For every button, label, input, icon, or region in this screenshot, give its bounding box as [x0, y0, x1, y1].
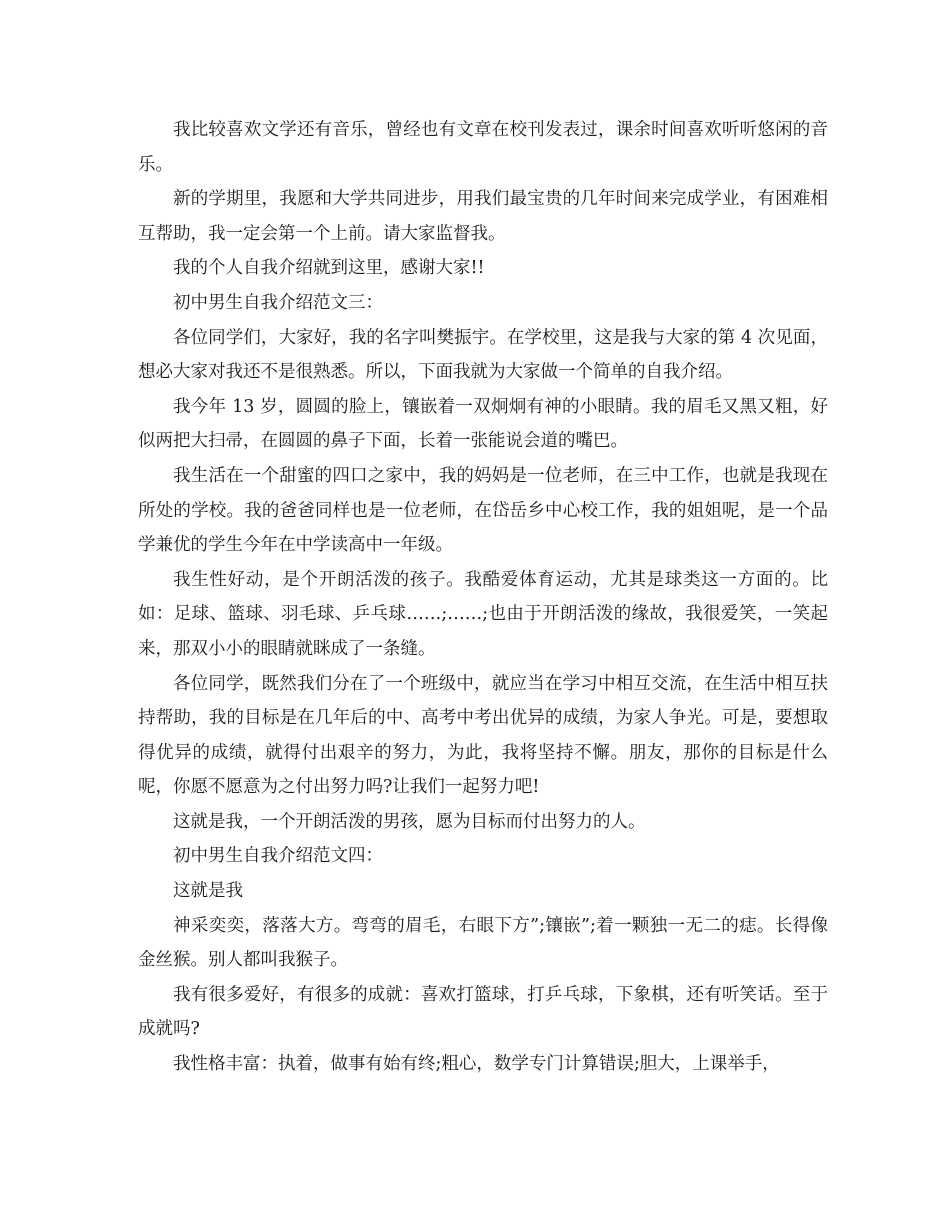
paragraph-8: 我生性好动，是个开朗活泼的孩子。我酷爱体育运动，尤其是球类这一方面的。比如：足球、篮球、羽毛球、乒乓球……;……;也由于开朗活泼的缘故，我很爱笑，一笑起来，那双小小的眼睛就眯成了一条缝。	[138, 569, 828, 659]
paragraph-13: 神采奕奕，落落大方。弯弯的眉毛，右眼下方”;镶嵌”;着一颗独一无二的痣。长得像金丝猴。别人都叫我猴子。	[138, 915, 828, 971]
section-heading-4: 初中男生自我介绍范文四：	[173, 846, 383, 867]
paragraph-14: 我有很多爱好，有很多的成就：喜欢打篮球，打乒乓球，下象棋，还有听笑话。至于成就吗?	[138, 984, 828, 1040]
paragraph-2: 新的学期里，我愿和大学共同进步，用我们最宝贵的几年时间来完成学业，有困难相互帮助，我一定会第一个上前。请大家监督我。	[138, 189, 828, 244]
paragraph-5: 各位同学们，大家好，我的名字叫樊振宇。在学校里，这是我与大家的第 4 次见面，想必大家对我还不是很熟悉。所以，下面我就为大家做一个简单的自我介绍。	[138, 327, 828, 383]
paragraph-3: 我的个人自我介绍就到这里，感谢大家!!	[173, 258, 485, 279]
paragraph-7: 我生活在一个甜蜜的四口之家中，我的妈妈是一位老师，在三中工作，也就是我现在所处的学校。我的爸爸同样也是一位老师，在岱岳乡中心校工作，我的姐姐呢，是一个品学兼优的学生今年在中学读高中一年级。	[138, 465, 828, 556]
paragraph-1: 我比较喜欢文学还有音乐，曾经也有文章在校刊发表过，课余时间喜欢听听悠闲的音乐。	[138, 120, 828, 175]
section-heading-3: 初中男生自我介绍范文三：	[173, 292, 383, 313]
paragraph-6: 我今年 13 岁，圆圆的脸上，镶嵌着一双炯炯有神的小眼睛。我的眉毛又黑又粗，好似两把大扫帚，在圆圆的鼻子下面，长着一张能说会道的嘴巴。	[138, 396, 828, 452]
document-body	[138, 113, 828, 1082]
paragraph-9: 各位同学，既然我们分在了一个班级中，就应当在学习中相互交流，在生活中相互扶持帮助，我的目标是在几年后的中、高考中考出优异的成绩，为家人争光。可是，要想取得优异的成绩，就得付出艰辛的努力，为此，我将坚持不懈。朋友，那你的目标是什么呢，你愿不愿意为之付出努力吗?让我们一起努力吧!	[138, 673, 828, 798]
subtitle-this-is-me: 这就是我	[173, 881, 243, 902]
paragraph-15: 我性格丰富：执着，做事有始有终;粗心，数学专门计算错误;胆大，上课举手，	[173, 1054, 780, 1075]
paragraph-10: 这就是我，一个开朗活泼的男孩，愿为目标而付出努力的人。	[173, 811, 646, 832]
